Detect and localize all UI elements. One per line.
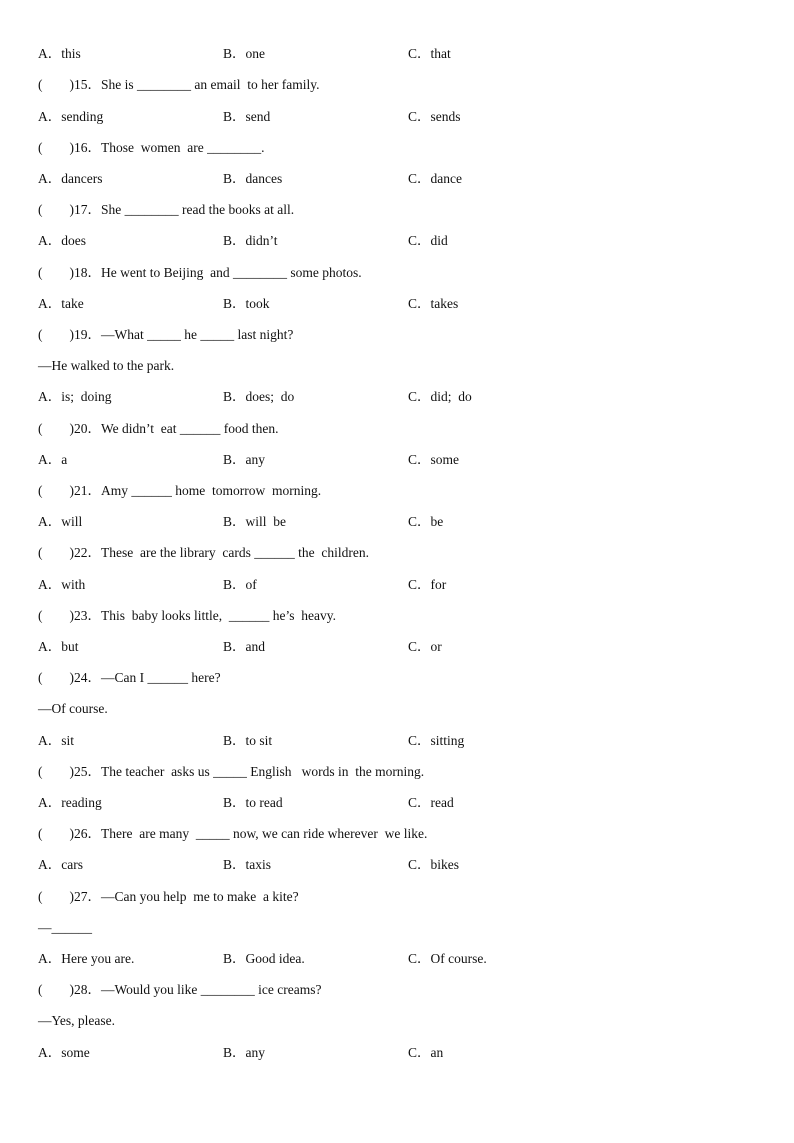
- question-15: ( )15．She is ________ an email to her family.: [38, 77, 320, 92]
- options-row-22: [38, 575, 758, 595]
- option-b: B．to sit: [223, 733, 273, 748]
- option-c: C．some: [408, 452, 460, 467]
- options-row-25: [38, 793, 758, 813]
- option-b: B．of: [223, 577, 257, 592]
- question-17: ( )17．She ________ read the books at all.: [38, 202, 295, 217]
- option-a: A．this: [38, 46, 81, 61]
- options-row-24: [38, 731, 758, 751]
- option-b: B．Good idea.: [223, 951, 305, 966]
- option-a: A．sit: [38, 733, 75, 748]
- option-c: C．bikes: [408, 857, 460, 872]
- option-b: B．does; do: [223, 389, 295, 404]
- question-25: ( )25．The teacher asks us _____ English words in the morning.: [38, 764, 425, 779]
- option-b: B．one: [223, 46, 265, 61]
- options-row-15: [38, 107, 758, 127]
- option-b: B．to read: [223, 795, 283, 810]
- options-row-20: [38, 450, 758, 470]
- question-27-answer-line: —______: [38, 920, 92, 935]
- option-c: C．that: [408, 46, 451, 61]
- option-c: C．did: [408, 233, 448, 248]
- question-16: ( )16．Those women are ________.: [38, 140, 265, 155]
- option-b: B．and: [223, 639, 265, 654]
- options-row-27: [38, 949, 758, 969]
- option-a: A．dancers: [38, 171, 103, 186]
- option-c: C．or: [408, 639, 442, 654]
- question-18: ( )18．He went to Beijing and ________ some photos.: [38, 265, 362, 280]
- options-row-17: [38, 231, 758, 251]
- option-a: A．Here you are.: [38, 951, 135, 966]
- question-19: ( )19．—What _____ he _____ last night?: [38, 327, 294, 342]
- option-a: A．is; doing: [38, 389, 112, 404]
- option-a: A．will: [38, 514, 83, 529]
- option-a: A．with: [38, 577, 86, 592]
- option-c: C．be: [408, 514, 444, 529]
- options-row-18: [38, 294, 758, 314]
- option-c: C．did; do: [408, 389, 472, 404]
- option-b: B．any: [223, 452, 265, 467]
- question-21: ( )21．Amy ______ home tomorrow morning.: [38, 483, 322, 498]
- option-b: B．any: [223, 1045, 265, 1060]
- question-27: ( )27．—Can you help me to make a kite?: [38, 889, 299, 904]
- option-a: A．some: [38, 1045, 90, 1060]
- question-28: ( )28．—Would you like ________ ice creams?: [38, 982, 322, 997]
- question-24: ( )24．—Can I ______ here?: [38, 670, 221, 685]
- question-22: ( )22．These are the library cards ______ the children.: [38, 545, 370, 560]
- option-b: B．took: [223, 296, 270, 311]
- option-a: A．a: [38, 452, 68, 467]
- option-a: A．does: [38, 233, 86, 248]
- question-26: ( )26．There are many _____ now, we can ride wherever we like.: [38, 826, 428, 841]
- option-b: B．didn’t: [223, 233, 278, 248]
- options-row-23: [38, 637, 758, 657]
- option-c: C．sitting: [408, 733, 465, 748]
- option-b: B．taxis: [223, 857, 272, 872]
- option-c: C．Of course.: [408, 951, 487, 966]
- option-a: A．take: [38, 296, 84, 311]
- option-b: B．will be: [223, 514, 286, 529]
- question-24-answer-line: —Of course.: [38, 701, 108, 716]
- option-a: A．reading: [38, 795, 102, 810]
- option-c: C．an: [408, 1045, 444, 1060]
- option-b: B．send: [223, 109, 271, 124]
- option-c: C．sends: [408, 109, 461, 124]
- options-row-14: [38, 44, 758, 64]
- option-a: A．sending: [38, 109, 104, 124]
- option-a: A．but: [38, 639, 79, 654]
- option-c: C．for: [408, 577, 447, 592]
- options-row-19: [38, 387, 758, 407]
- options-row-21: [38, 512, 758, 532]
- question-28-answer-line: —Yes, please.: [38, 1013, 115, 1028]
- options-row-26: [38, 855, 758, 875]
- option-a: A．cars: [38, 857, 83, 872]
- option-c: C．dance: [408, 171, 462, 186]
- option-c: C．takes: [408, 296, 459, 311]
- option-b: B．dances: [223, 171, 283, 186]
- question-23: ( )23．This baby looks little, ______ he’s heavy.: [38, 608, 336, 623]
- option-c: C．read: [408, 795, 454, 810]
- options-row-16: [38, 169, 758, 189]
- question-19-answer-line: —He walked to the park.: [38, 358, 175, 373]
- question-20: ( )20．We didn’t eat ______ food then.: [38, 421, 279, 436]
- options-row-28: [38, 1043, 758, 1063]
